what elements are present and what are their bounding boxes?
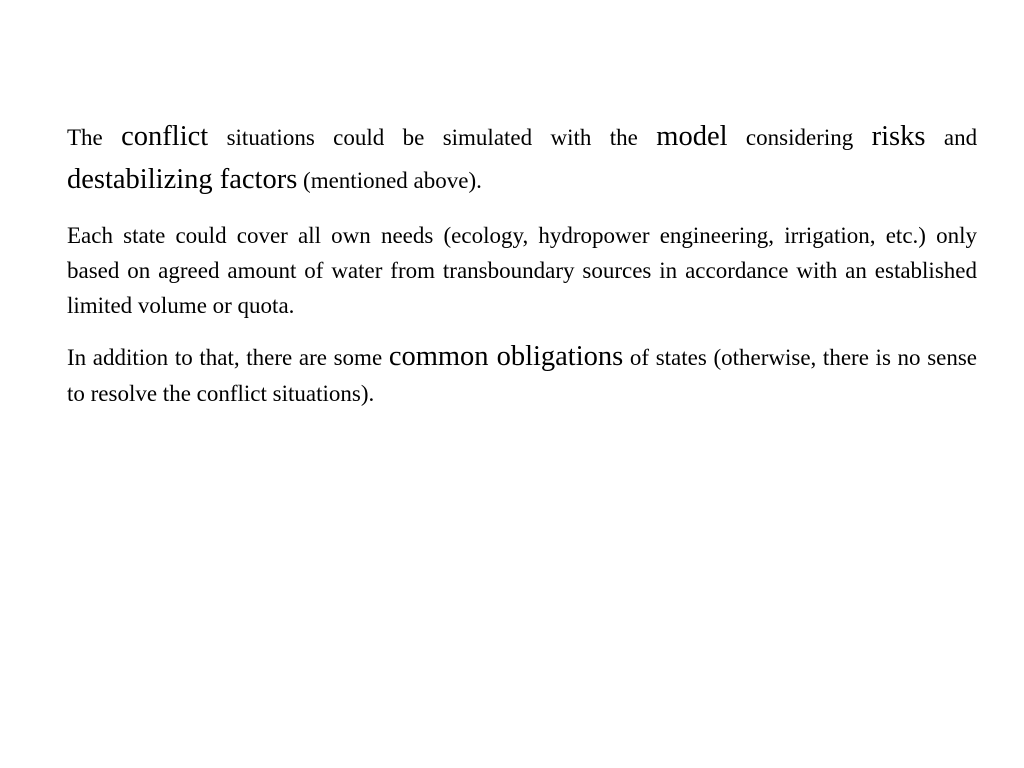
keyword-destabilizing-factors: destabilizing factors	[67, 164, 298, 195]
text-of-states: of states (otherwise, there is no sense to resolve the conflict situations).	[67, 345, 978, 406]
text-in-addition: In addition to that, there are some	[67, 345, 383, 370]
keyword-model: model	[656, 121, 728, 152]
text-the: The	[67, 125, 103, 150]
text-mentioned-above: (mentioned above).	[303, 168, 482, 193]
paragraph-state-needs: Each state could cover all own needs (ecology, hydropower engineering, irrigation, etc.) only based on agreed amount of water from transboundary sources in accordance with an established limited volume or quota.	[67, 223, 977, 318]
paragraph-conflict-simulation	[67, 116, 977, 202]
slide-content	[67, 116, 977, 412]
text-situations: situations could be simulated with the	[226, 125, 638, 150]
keyword-common-obligations: common obligations	[388, 341, 624, 372]
text-and: and	[943, 125, 978, 150]
keyword-risks: risks	[871, 121, 926, 152]
paragraph-common-obligations	[67, 339, 977, 412]
keyword-conflict: conflict	[121, 121, 209, 152]
text-considering: considering	[745, 125, 854, 150]
